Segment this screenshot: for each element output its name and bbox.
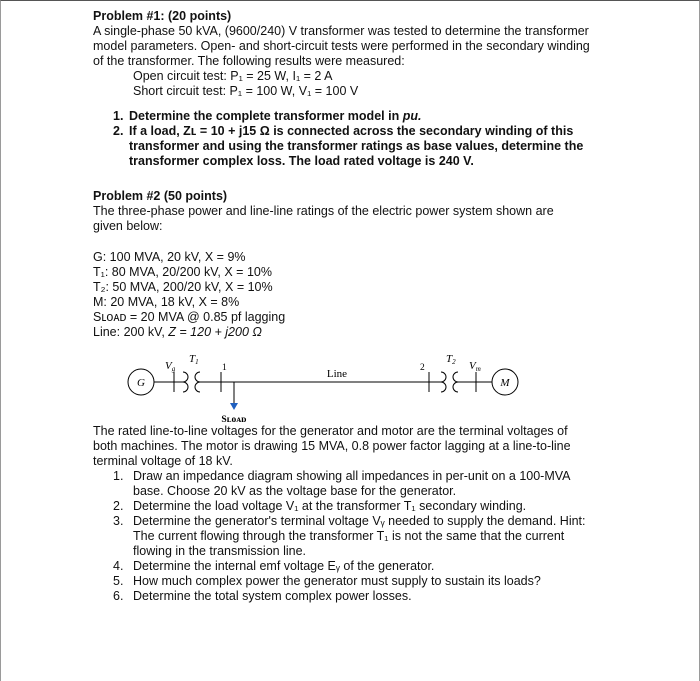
- question-number: 1.: [113, 109, 124, 123]
- question-line: If a load, Zʟ = 10 + j15 Ω is connected across the secondary winding of this: [129, 124, 574, 138]
- problem2-para-line2: both machines. The motor is drawing 15 MVA, 0.8 power factor lagging at a line-to-line: [93, 439, 571, 453]
- task-number: 4.: [113, 559, 124, 573]
- problem1-questions: [93, 109, 615, 169]
- t1-primary-coil: [183, 372, 188, 392]
- task-number: 6.: [113, 589, 124, 603]
- motor-label: M: [500, 377, 510, 389]
- problem2-task-2: [93, 499, 615, 514]
- open-circuit-test: Open circuit test: P₁ = 25 W, I₁ = 2 A: [133, 69, 333, 83]
- question-text: Determine the complete transformer model in: [129, 109, 403, 123]
- task-line: How much complex power the generator must supply to sustain its loads?: [133, 574, 541, 588]
- problem1-title: Problem #1: (20 points): [93, 9, 232, 23]
- generator-label: G: [137, 377, 145, 389]
- line-impedance: Z = 120 + j200 Ω: [168, 325, 262, 339]
- task-line: The current flowing through the transformer T₁ is not the same that the current: [133, 529, 565, 543]
- task-line: Draw an impedance diagram showing all impedances in per-unit on a 100-MVA: [133, 469, 571, 483]
- short-circuit-test: Short circuit test: P₁ = 100 W, V₁ = 100 V: [133, 84, 359, 98]
- vm-letter: V: [469, 360, 476, 372]
- one-line-diagram: [93, 342, 615, 424]
- problem2-title: Problem #2 (50 points): [93, 189, 228, 203]
- document-body: [93, 9, 615, 604]
- t1-subscript: 1: [195, 358, 199, 366]
- problem2-intro-line1: The three-phase power and line-line ratings of the electric power system shown are: [93, 204, 554, 218]
- problem1-question-1: [93, 109, 615, 124]
- task-line: Determine the generator's terminal voltage Vᵧ needed to supply the demand. Hint:: [133, 514, 586, 528]
- problem2-para-line1: The rated line-to-line voltages for the generator and motor are the terminal voltages of: [93, 424, 568, 438]
- problem1-question-2: [93, 124, 615, 169]
- problem2-task-5: [93, 574, 615, 589]
- task-line: Determine the internal emf voltage Eᵧ of the generator.: [133, 559, 435, 573]
- vm-label: [469, 360, 481, 373]
- t1-secondary-coil: [195, 372, 200, 392]
- task-line: Determine the total system complex power losses.: [133, 589, 412, 603]
- t2-primary-coil: [441, 372, 446, 392]
- rating-generator: G: 100 MVA, 20 kV, X = 9%: [93, 250, 246, 264]
- line-label: Line: [326, 368, 348, 380]
- rating-motor: M: 20 MVA, 18 kV, X = 8%: [93, 295, 240, 309]
- t2-secondary-coil: [453, 372, 458, 392]
- problem2-tasks: [93, 469, 615, 604]
- task-number: 5.: [113, 574, 124, 588]
- problem2-task-4: [93, 559, 615, 574]
- task-line: flowing in the transmission line.: [133, 544, 306, 558]
- rating-line: [93, 325, 615, 340]
- problem2-task-3: [93, 514, 615, 559]
- vg-letter: V: [165, 360, 172, 372]
- question-line: transformer complex loss. The load rated voltage is 240 V.: [129, 154, 474, 168]
- problem2-intro-line2: given below:: [93, 219, 163, 233]
- one-line-diagram-svg: [53, 342, 523, 424]
- problem1-intro-line1: A single-phase 50 kVA, (9600/240) V transformer was tested to determine the transformer: [93, 24, 589, 38]
- question-line: transformer and using the transformer ratings as base values, determine the: [129, 139, 584, 153]
- rating-t1: T₁: 80 MVA, 20/200 kV, X = 10%: [93, 265, 272, 279]
- vg-subscript: g: [171, 365, 176, 373]
- task-number: 1.: [113, 469, 124, 483]
- task-line: base. Choose 20 kV as the voltage base for the generator.: [133, 484, 457, 498]
- task-line: Determine the load voltage V₁ at the transformer T₁ secondary winding.: [133, 499, 527, 513]
- t2-subscript: 2: [452, 358, 456, 366]
- bus1-label: 1: [222, 363, 227, 373]
- t2-letter: T: [446, 353, 453, 365]
- problem2-task-6: [93, 589, 615, 604]
- question-number: 2.: [113, 124, 124, 138]
- line-rating-prefix: Line: 200 kV,: [93, 325, 169, 339]
- task-number: 2.: [113, 499, 124, 513]
- problem2-para-line3: terminal voltage of 18 kV.: [93, 454, 233, 468]
- t2-label: [446, 353, 456, 366]
- t1-label: [189, 353, 199, 366]
- problem2-task-1: [93, 469, 615, 499]
- vg-label: [165, 360, 176, 373]
- sload-label: Sʟᴏᴀᴅ: [221, 415, 247, 424]
- t1-letter: T: [189, 353, 196, 365]
- vm-subscript: m: [475, 365, 481, 373]
- task-number: 3.: [113, 514, 124, 528]
- load-arrow-icon: [230, 403, 238, 410]
- rating-sload: Sʟᴏᴀᴅ = 20 MVA @ 0.85 pf lagging: [93, 310, 286, 324]
- question-pu: pu.: [402, 109, 422, 123]
- bus2-label: 2: [420, 363, 425, 373]
- rating-t2: T₂: 50 MVA, 200/20 kV, X = 10%: [93, 280, 273, 294]
- problem1-intro-line3: of the transformer. The following results were measured:: [93, 54, 405, 68]
- problem1-intro-line2: model parameters. Open- and short-circuit tests were performed in the secondary winding: [93, 39, 590, 53]
